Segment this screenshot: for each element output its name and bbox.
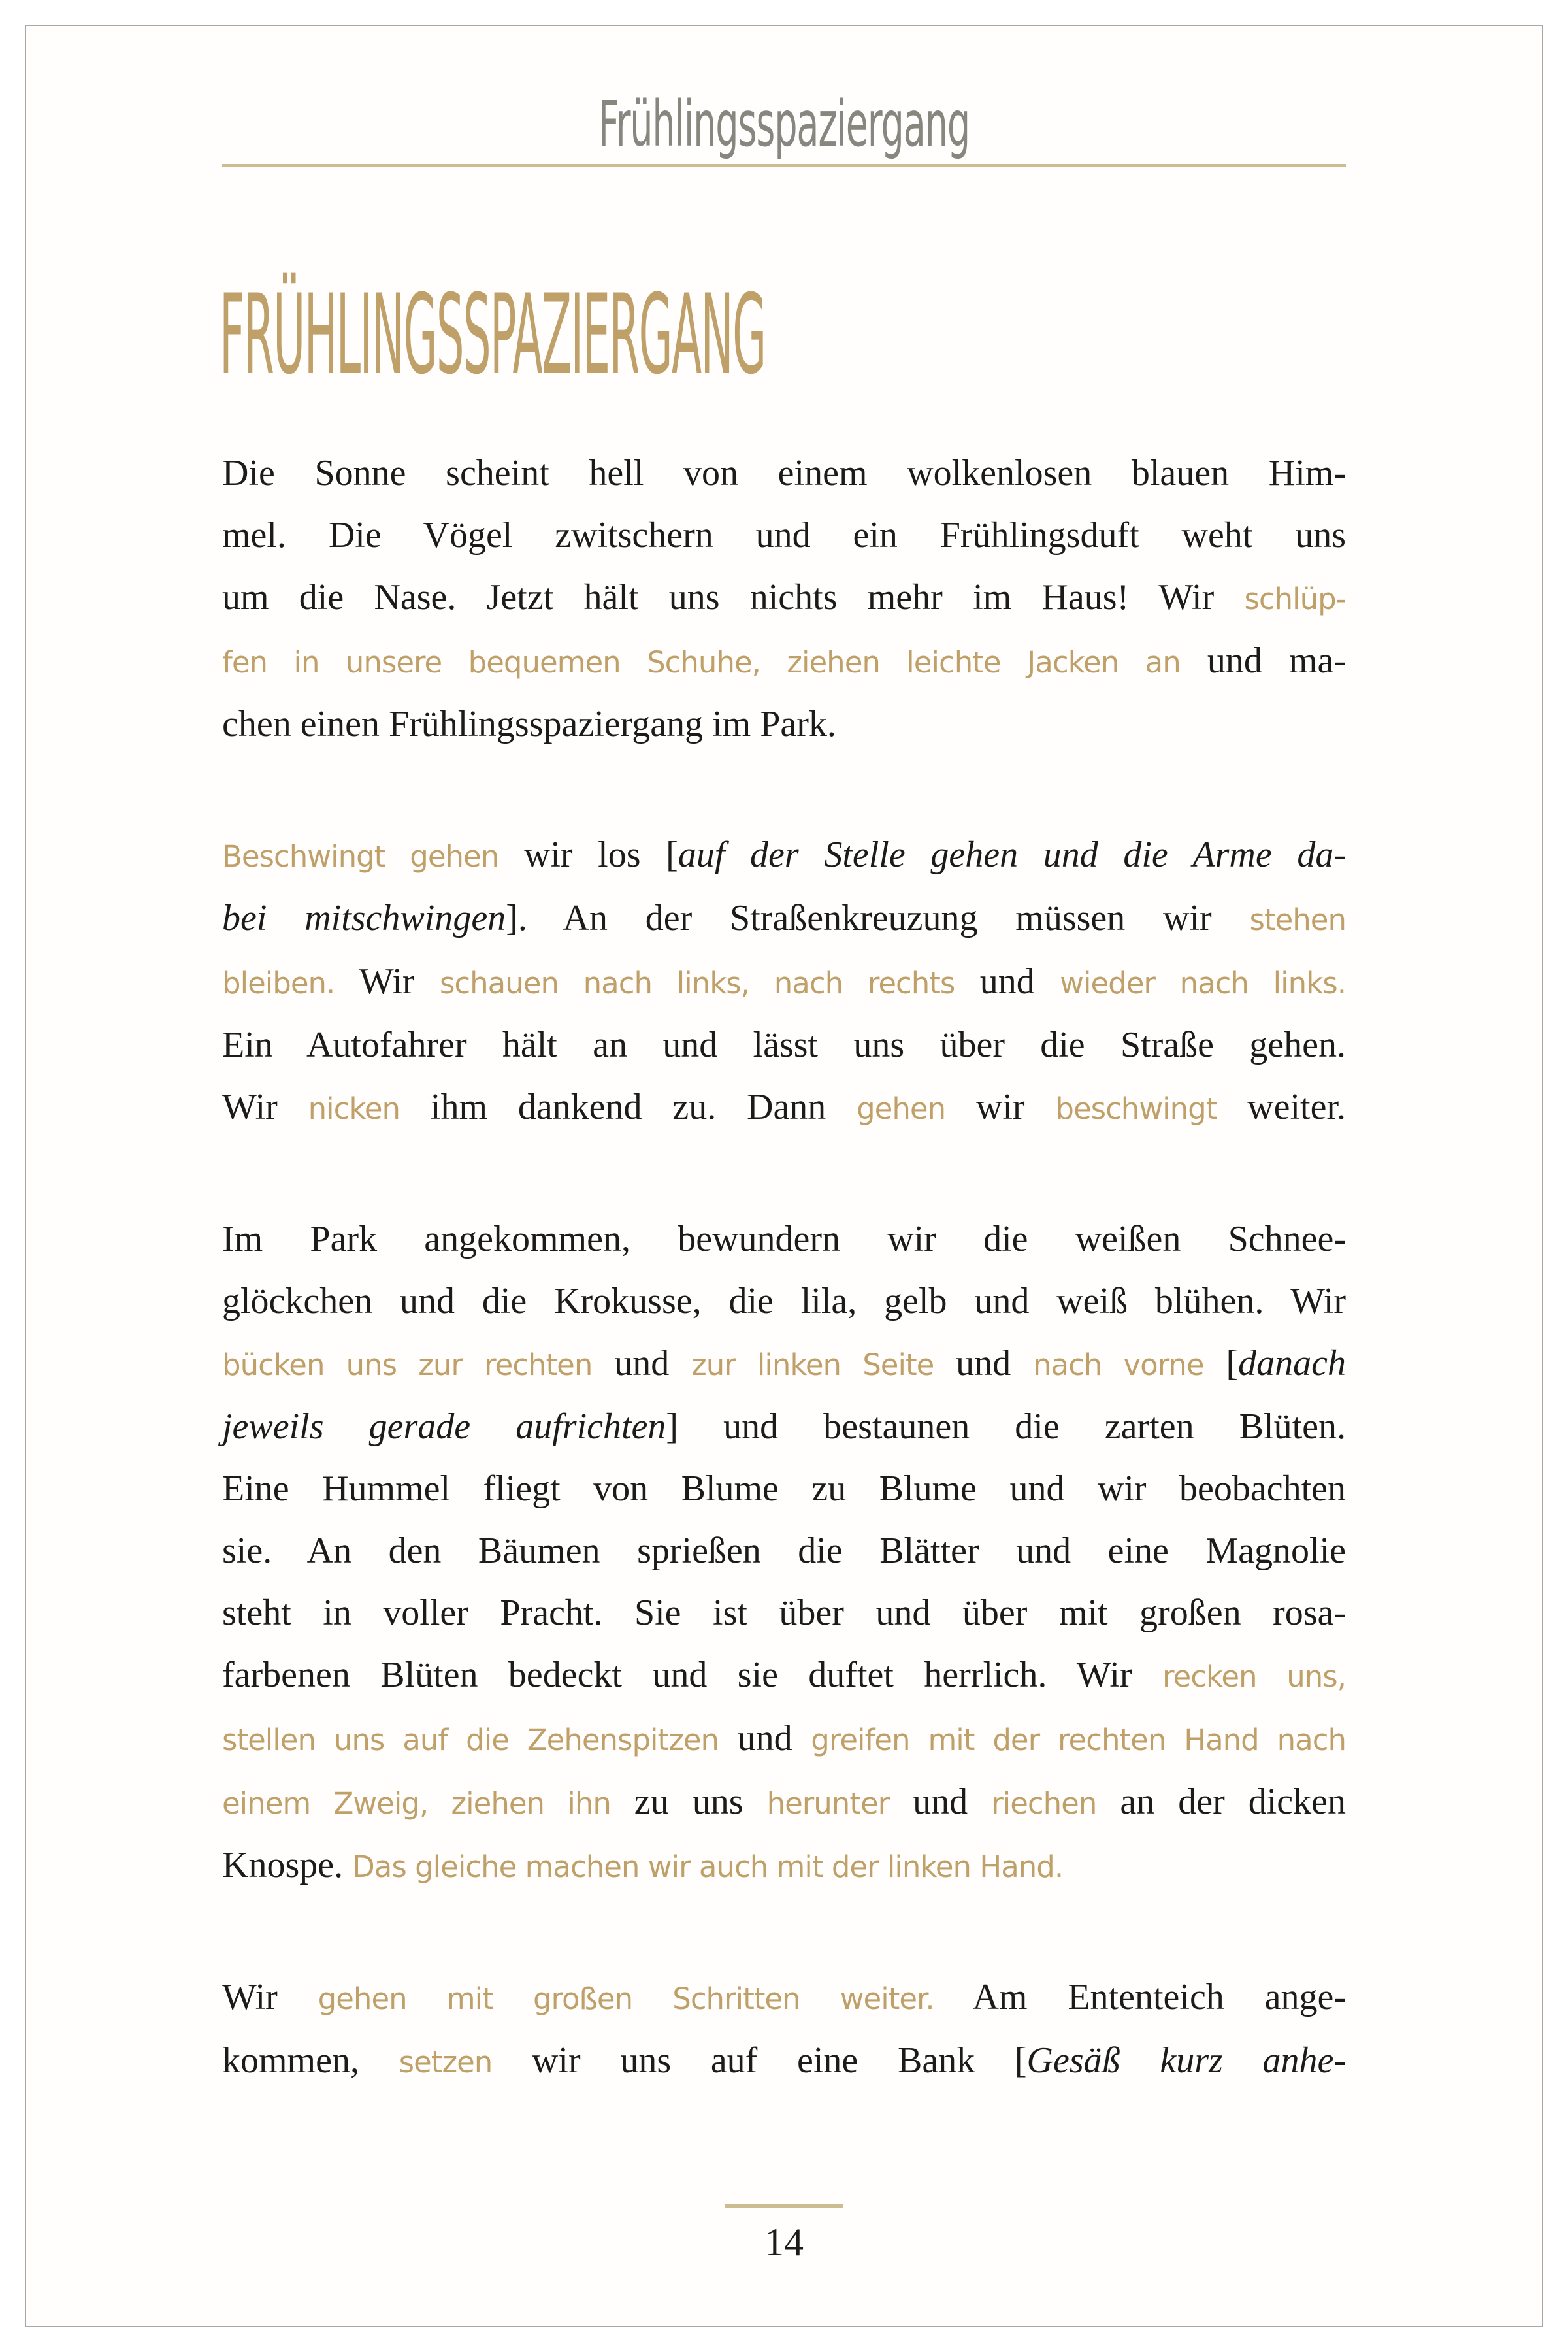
text-span-serif: Die Sonne scheint hell von einem wolkenlosen blauen Him- <box>222 453 1346 493</box>
text-span-serif: ihm dankend zu. Dann <box>400 1087 857 1127</box>
text-span-highlight: fen in unsere bequemen Schuhe, ziehen leichte Jacken an <box>222 645 1181 680</box>
text-span-serif: um die Nase. Jetzt hält uns nichts mehr im Haus! Wir <box>222 577 1245 618</box>
text-line <box>222 824 1346 887</box>
text-span-serif: zu uns <box>610 1781 767 1822</box>
running-header-title: Frühlingsspaziergang <box>598 88 970 161</box>
text-span-highlight: zur linken Seite <box>691 1348 934 1382</box>
text-span-highlight: recken uns, <box>1162 1659 1346 1694</box>
page-number: 14 <box>764 2221 804 2264</box>
text-span-serif: glöckchen und die Krokusse, die lila, gelb und weiß blühen. Wir <box>222 1281 1346 1321</box>
text-line <box>222 951 1346 1014</box>
text-span-highlight: greifen mit der rechten Hand nach <box>811 1723 1347 1757</box>
text-line <box>222 442 1346 505</box>
text-line <box>222 2030 1346 2093</box>
text-span-serif: mel. Die Vögel zwitschern und ein Frühlingsduft weht uns <box>222 515 1346 555</box>
text-span-highlight: herunter <box>766 1786 890 1821</box>
text-span-highlight: stehen <box>1249 903 1347 937</box>
text-span-italic: danach <box>1238 1343 1346 1383</box>
text-span-highlight: beschwingt <box>1055 1091 1217 1126</box>
text-line <box>222 693 1346 755</box>
footer-rule <box>725 2204 843 2208</box>
text-line <box>222 1014 1346 1076</box>
text-line <box>222 1966 1346 2030</box>
chapter-heading <box>220 271 1369 399</box>
text-line <box>222 1396 1346 1458</box>
paragraph <box>222 824 1346 1140</box>
text-span-italic: jeweils gerade aufrichten <box>222 1406 666 1447</box>
text-span-highlight: Beschwingt gehen <box>222 839 499 874</box>
text-span-highlight: setzen <box>399 2045 493 2079</box>
text-span-highlight: bleiben. <box>222 966 335 1001</box>
text-span-highlight: nicken <box>308 1091 400 1126</box>
text-line <box>222 1458 1346 1520</box>
text-line <box>222 1208 1346 1270</box>
text-span-serif: Ein Autofahrer hält an und lässt uns über die Straße gehen. <box>222 1025 1346 1065</box>
text-span-highlight: stellen uns auf die Zehenspitzen <box>222 1723 719 1757</box>
chapter-heading-text: FRÜHLINGSSPAZIERGANG <box>220 271 766 399</box>
text-span-serif: und <box>934 1343 1034 1383</box>
text-line <box>222 1644 1346 1708</box>
text-span-highlight: nach vorne <box>1033 1348 1204 1382</box>
text-span-serif: farbenen Blüten bedeckt und sie duftet herrlich. Wir <box>222 1655 1162 1695</box>
text-span-highlight: Das gleiche machen wir auch mit der linken Hand. <box>352 1849 1064 1884</box>
text-line <box>222 1270 1346 1333</box>
paragraph <box>222 1966 1346 2093</box>
text-span-highlight: gehen mit großen Schritten weiter. <box>318 1981 934 2016</box>
text-span-highlight: gehen <box>857 1091 946 1126</box>
text-span-highlight: einem Zweig, ziehen ihn <box>222 1786 611 1821</box>
text-span-serif: an der dicken <box>1096 1781 1346 1822</box>
text-line <box>222 1582 1346 1644</box>
text-span-serif: sie. An den Bäumen sprießen die Blätter und eine Magnolie <box>222 1531 1346 1571</box>
text-line <box>222 887 1346 951</box>
text-span-serif: Wir <box>222 1087 308 1127</box>
text-span-serif: und <box>889 1781 992 1822</box>
text-span-serif: ] und bestaunen die zarten Blüten. <box>666 1406 1347 1447</box>
text-line <box>222 1520 1346 1582</box>
text-span-italic: auf der Stelle gehen und die Arme da- <box>678 835 1346 875</box>
text-span-serif: chen einen Frühlingsspaziergang im Park. <box>222 704 836 744</box>
text-span-serif: wir <box>945 1087 1056 1127</box>
text-span-serif: Am Ententeich ange- <box>934 1977 1347 2017</box>
body-text <box>222 442 1346 2093</box>
text-span-serif: kommen, <box>222 2040 399 2081</box>
text-span-serif: und <box>719 1718 811 1759</box>
text-span-serif: Knospe. <box>222 1845 353 1885</box>
running-header <box>0 88 1568 161</box>
text-line <box>222 1771 1346 1834</box>
paragraph <box>222 1208 1346 1898</box>
text-span-serif: wir los [ <box>498 835 678 875</box>
text-span-serif: und <box>592 1343 692 1383</box>
text-span-highlight: riechen <box>991 1786 1097 1821</box>
text-span-serif: Wir <box>335 961 440 1002</box>
text-span-serif: weiter. <box>1217 1087 1347 1127</box>
text-span-serif: ]. An der Straßenkreuzung müssen wir <box>506 898 1250 938</box>
text-line <box>222 1708 1346 1771</box>
text-span-italic: Gesäß kurz anhe- <box>1026 2040 1346 2081</box>
text-span-serif: und ma- <box>1180 640 1346 681</box>
paragraph <box>222 442 1346 755</box>
text-span-serif: steht in voller Pracht. Sie ist über und über mit großen rosa- <box>222 1593 1346 1633</box>
text-span-highlight: schauen nach links, nach rechts <box>439 966 955 1001</box>
header-rule <box>222 164 1346 167</box>
text-span-serif: wir uns auf eine Bank [ <box>492 2040 1027 2081</box>
text-line <box>222 1076 1346 1140</box>
text-line <box>222 505 1346 567</box>
text-span-serif: Im Park angekommen, bewundern wir die weißen Schnee- <box>222 1219 1346 1259</box>
text-line <box>222 630 1346 693</box>
text-span-serif: Wir <box>222 1977 318 2017</box>
text-span-highlight: bücken uns zur rechten <box>222 1348 593 1382</box>
text-span-highlight: schlüp- <box>1244 582 1346 616</box>
text-line <box>222 1834 1346 1898</box>
text-span-highlight: wieder nach links. <box>1060 966 1347 1001</box>
text-span-serif: [ <box>1203 1343 1239 1383</box>
text-span-serif: Eine Hummel fliegt von Blume zu Blume und wir beobachten <box>222 1468 1346 1509</box>
text-span-italic: bei mitschwingen <box>222 898 506 938</box>
text-line <box>222 567 1346 630</box>
text-span-serif: und <box>955 961 1060 1002</box>
text-line <box>222 1333 1346 1396</box>
